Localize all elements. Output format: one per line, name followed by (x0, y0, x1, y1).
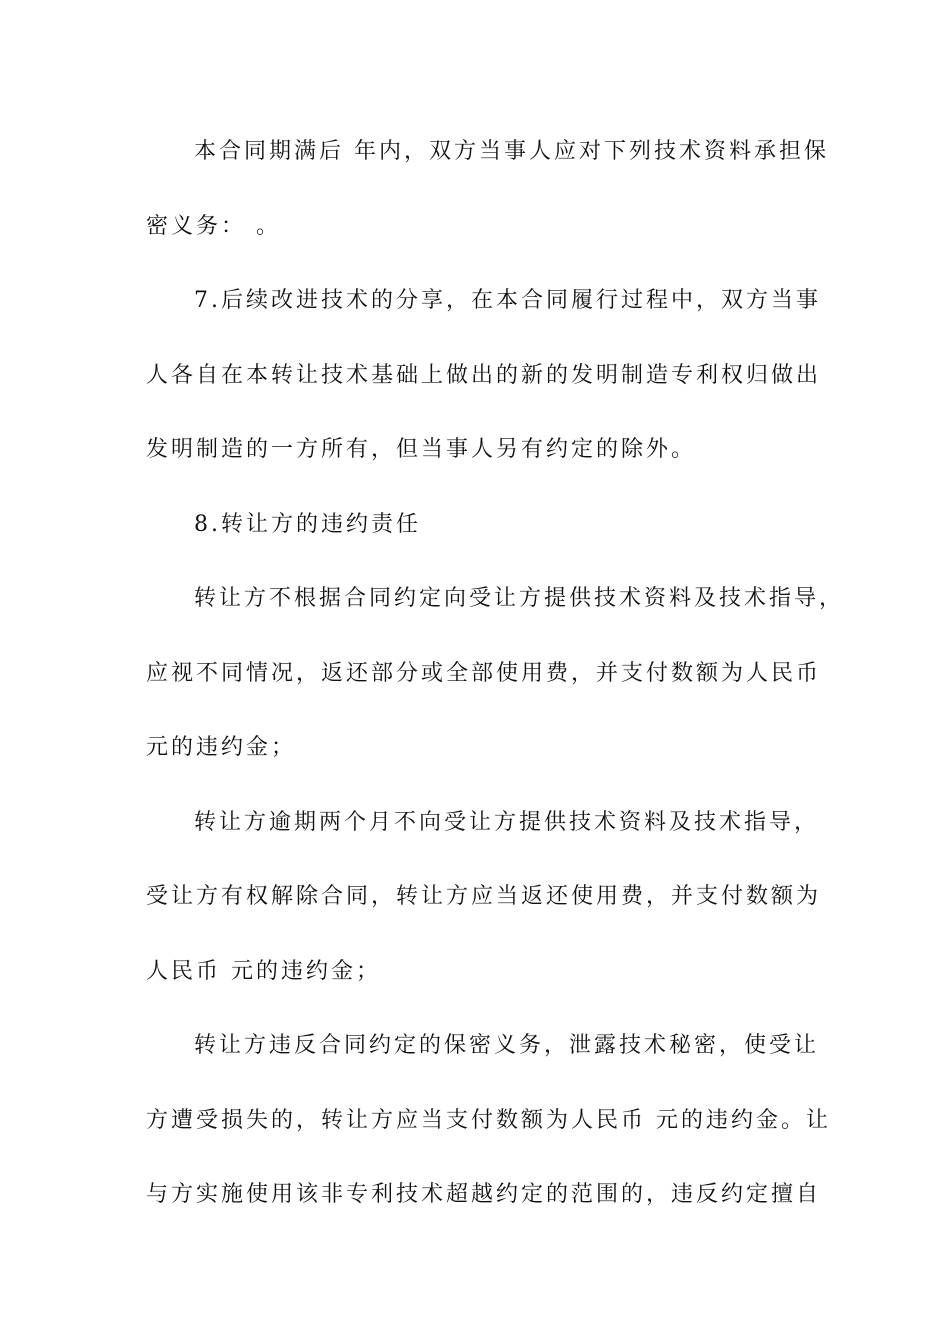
section-heading: 8.转让方的违约责任 (194, 511, 421, 537)
paragraph-line: 人民币 元的违约金； (146, 958, 381, 984)
paragraph-line: 转让方逾期两个月不向受让方提供技术资料及技术指导， (194, 809, 820, 835)
paragraph-line: 转让方违反合同约定的保密义务，泄露技术秘密，使受让 (194, 1033, 820, 1058)
paragraph-line: 7.后续改进技术的分享，在本合同履行过程中，双方当事 (194, 288, 821, 313)
paragraph-line: 受让方有权解除合同，转让方应当返还使用费，并支付数额为 (146, 884, 822, 909)
paragraph-line: 与方实施使用该非专利技术超越约定的范围的，违反约定擅自 (146, 1182, 822, 1207)
paragraph-line: 密义务： 。 (146, 213, 281, 239)
paragraph-line: 人各自在本转让技术基础上做出的新的发明制造专利权归做出 (146, 362, 822, 388)
paragraph-line: 方遭受损失的，转让方应当支付数额为人民币 元的违约金。让 (146, 1107, 831, 1133)
paragraph-line: 元的违约金； (146, 735, 297, 760)
paragraph-line: 发明制造的一方所有，但当事人另有约定的除外。 (146, 437, 697, 462)
paragraph-line: 本合同期满后 年内，双方当事人应对下列技术资料承担保 (194, 139, 829, 164)
paragraph-line: 应视不同情况，返还部分或全部使用费，并支付数额为人民币 (146, 660, 822, 686)
paragraph-line: 转让方不根据合同约定向受让方提供技术资料及技术指导， (194, 586, 845, 611)
